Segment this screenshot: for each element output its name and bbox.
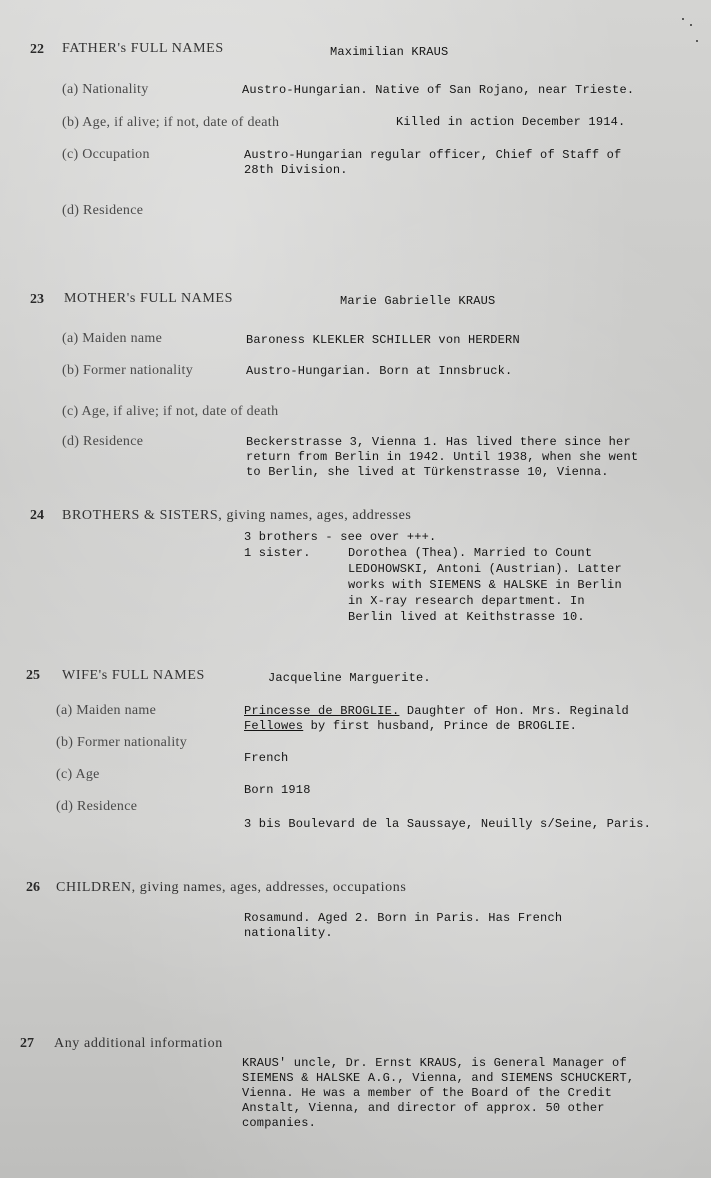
additional-info-line-4: Anstalt, Vienna, and director of approx. 50 other (242, 1101, 605, 1115)
father-occupation-value-1: Austro-Hungarian regular officer, Chief of Staff of (244, 148, 622, 162)
wife-residence-value: 3 bis Boulevard de la Saussaye, Neuilly s/Seine, Paris. (244, 817, 652, 831)
section-23-heading: MOTHER's FULL NAMES (64, 291, 233, 306)
wife-maiden-name-label: (a) Maiden name (56, 703, 157, 718)
section-24-number: 24 (30, 508, 44, 523)
sister-line-3: works with SIEMENS & HALSKE in Berlin (348, 578, 622, 592)
section-26-number: 26 (26, 880, 40, 895)
mother-residence-label: (d) Residence (62, 434, 144, 449)
additional-info-line-2: SIEMENS & HALSKE A.G., Vienna, and SIEMENS SCHUCKERT, (242, 1071, 635, 1085)
wife-former-nationality-label: (b) Former nationality (56, 735, 188, 750)
section-22-heading: FATHER's FULL NAMES (62, 41, 224, 56)
wife-name: Jacqueline Marguerite. (268, 671, 431, 685)
wife-maiden-name-line-1 (244, 704, 629, 719)
section-25-heading: WIFE's FULL NAMES (62, 668, 205, 683)
father-age-label: (b) Age, if alive; if not, date of death (62, 115, 280, 130)
wife-age-value: Born 1918 (244, 783, 311, 797)
sister-line-2: LEDOHOWSKI, Antoni (Austrian). Latter (348, 562, 622, 576)
wife-mother-surname-underlined: Fellowes (244, 719, 304, 733)
children-value-1: Rosamund. Aged 2. Born in Paris. Has French (244, 911, 563, 925)
father-age-value: Killed in action December 1914. (396, 115, 626, 129)
mother-maiden-name-label: (a) Maiden name (62, 331, 163, 346)
sister-line-1: Dorothea (Thea). Married to Count (348, 546, 593, 560)
father-name: Maximilian KRAUS (330, 45, 449, 59)
sister-line-4: in X-ray research department. In (348, 594, 585, 608)
father-occupation-label: (c) Occupation (62, 147, 150, 162)
mother-former-nationality-label: (b) Former nationality (62, 363, 194, 378)
section-26-heading: CHILDREN, giving names, ages, addresses, occupations (56, 880, 407, 895)
paper-speck (696, 40, 698, 42)
father-nationality-label: (a) Nationality (62, 82, 149, 97)
wife-maiden-name-rest: Daughter of Hon. Mrs. Reginald (399, 704, 629, 718)
children-value-2: nationality. (244, 926, 333, 940)
mother-age-label: (c) Age, if alive; if not, date of death (62, 404, 279, 419)
section-24-heading: BROTHERS & SISTERS, giving names, ages, addresses (62, 508, 412, 523)
mother-residence-value-1: Beckerstrasse 3, Vienna 1. Has lived there since her (246, 435, 631, 449)
mother-residence-value-3: to Berlin, she lived at Türkenstrasse 10, Vienna. (246, 465, 609, 479)
section-27-number: 27 (20, 1036, 34, 1051)
additional-info-line-5: companies. (242, 1116, 317, 1130)
additional-info-line-3: Vienna. He was a member of the Board of the Credit (242, 1086, 613, 1100)
father-nationality-value: Austro-Hungarian. Native of San Rojano, near Trieste. (242, 83, 635, 97)
father-occupation-value-2: 28th Division. (244, 163, 348, 177)
additional-info-line-1: KRAUS' uncle, Dr. Ernst KRAUS, is General Manager of (242, 1056, 627, 1070)
sister-line-5: Berlin lived at Keithstrasse 10. (348, 610, 585, 624)
wife-former-nationality-value: French (244, 751, 289, 765)
section-23-number: 23 (30, 292, 44, 307)
wife-maiden-name-underlined: Princesse de BROGLIE. (244, 704, 400, 718)
wife-residence-label: (d) Residence (56, 799, 138, 814)
wife-age-label: (c) Age (56, 767, 100, 782)
section-25-number: 25 (26, 668, 40, 683)
wife-maiden-name-line-2 (244, 719, 577, 734)
section-27-heading: Any additional information (54, 1036, 223, 1051)
section-22-number: 22 (30, 42, 44, 57)
mother-name: Marie Gabrielle KRAUS (340, 294, 496, 308)
father-residence-label: (d) Residence (62, 203, 144, 218)
paper-speck (690, 24, 692, 26)
paper-speck (682, 18, 684, 20)
mother-former-nationality-value: Austro-Hungarian. Born at Innsbruck. (246, 364, 513, 378)
mother-maiden-name-value: Baroness KLEKLER SCHILLER von HERDERN (246, 333, 520, 347)
mother-residence-value-2: return from Berlin in 1942. Until 1938, when she went (246, 450, 639, 464)
wife-maiden-name-rest-2: by first husband, Prince de BROGLIE. (303, 719, 578, 733)
sister-label: 1 sister. (244, 546, 311, 560)
brothers-line: 3 brothers - see over +++. (244, 530, 437, 544)
